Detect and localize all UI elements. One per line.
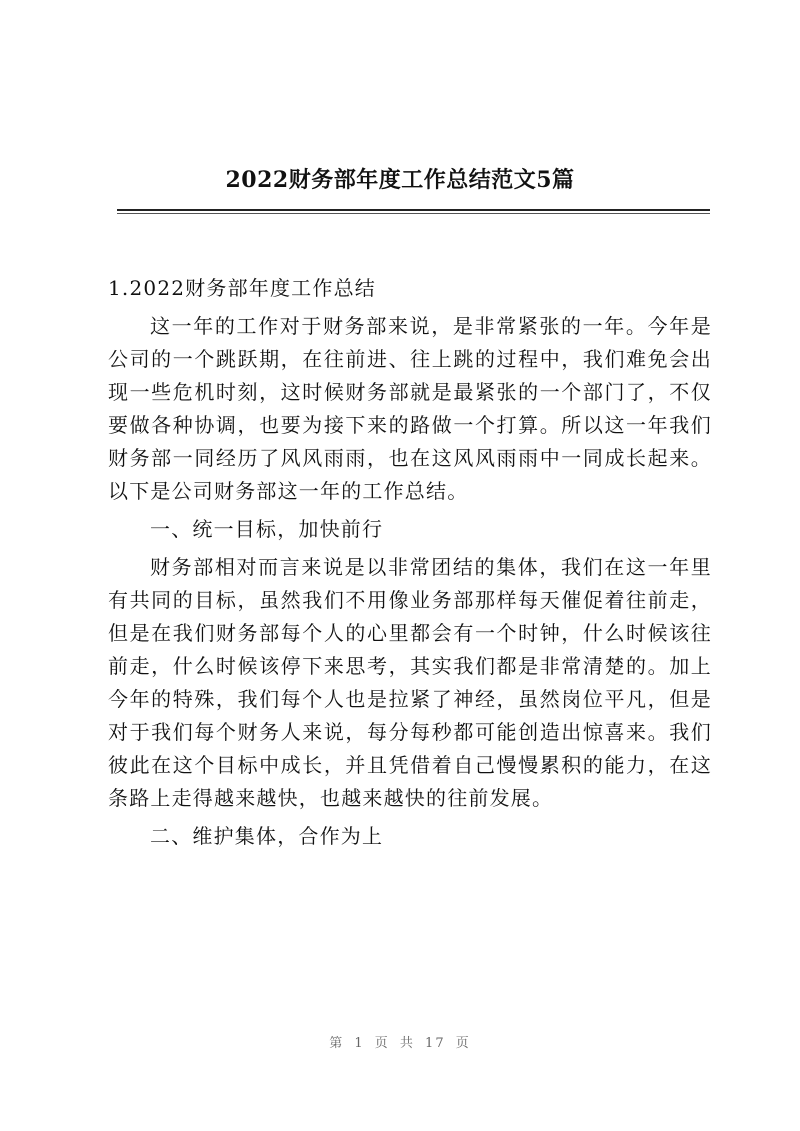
document-body — [108, 272, 712, 858]
title-divider — [117, 209, 710, 211]
subheading-unified-goal: 一、统一目标，加快前行 — [150, 517, 384, 541]
paragraph-intro: 这一年的工作对于财务部来说，是非常紧张的一年。今年是公司的一个跳跃期，在往前进、往上跳的过程中，我们难免会出现一些危机时刻，这时候财务部就是最紧张的一个部门了，不仅要做各种协调，也要为接下来的路做一个打算。所以这一年我们财务部一同经历了风风雨雨，也在这风风雨雨中一同成长起来。以下是公司财务部这一年的工作总结。 — [108, 314, 712, 503]
page-number-footer: 第 1 页 共 17 页 — [329, 1036, 471, 1051]
title-divider-thin — [117, 213, 710, 214]
section-heading: 1.2022财务部年度工作总结 — [108, 276, 376, 300]
paragraph-unified-goal: 财务部相对而言来说是以非常团结的集体，我们在这一年里有共同的目标，虽然我们不用像业务部那样每天催促着往前走，但是在我们财务部每个人的心里都会有一个时钟，什么时候该往前走，什么时候该停下来思考，其实我们都是非常清楚的。加上今年的特殊，我们每个人也是拉紧了神经，虽然岗位平凡，但是对于我们每个财务人来说，每分每秒都可能创造出惊喜来。我们彼此在这个目标中成长，并且凭借着自己慢慢累积的能力，在这条路上走得越来越快，也越来越快的往前发展。 — [108, 555, 712, 810]
subheading-maintain-collective: 二、维护集体，合作为上 — [150, 824, 384, 848]
document-title: 2022财务部年度工作总结范文5篇 — [225, 167, 575, 193]
